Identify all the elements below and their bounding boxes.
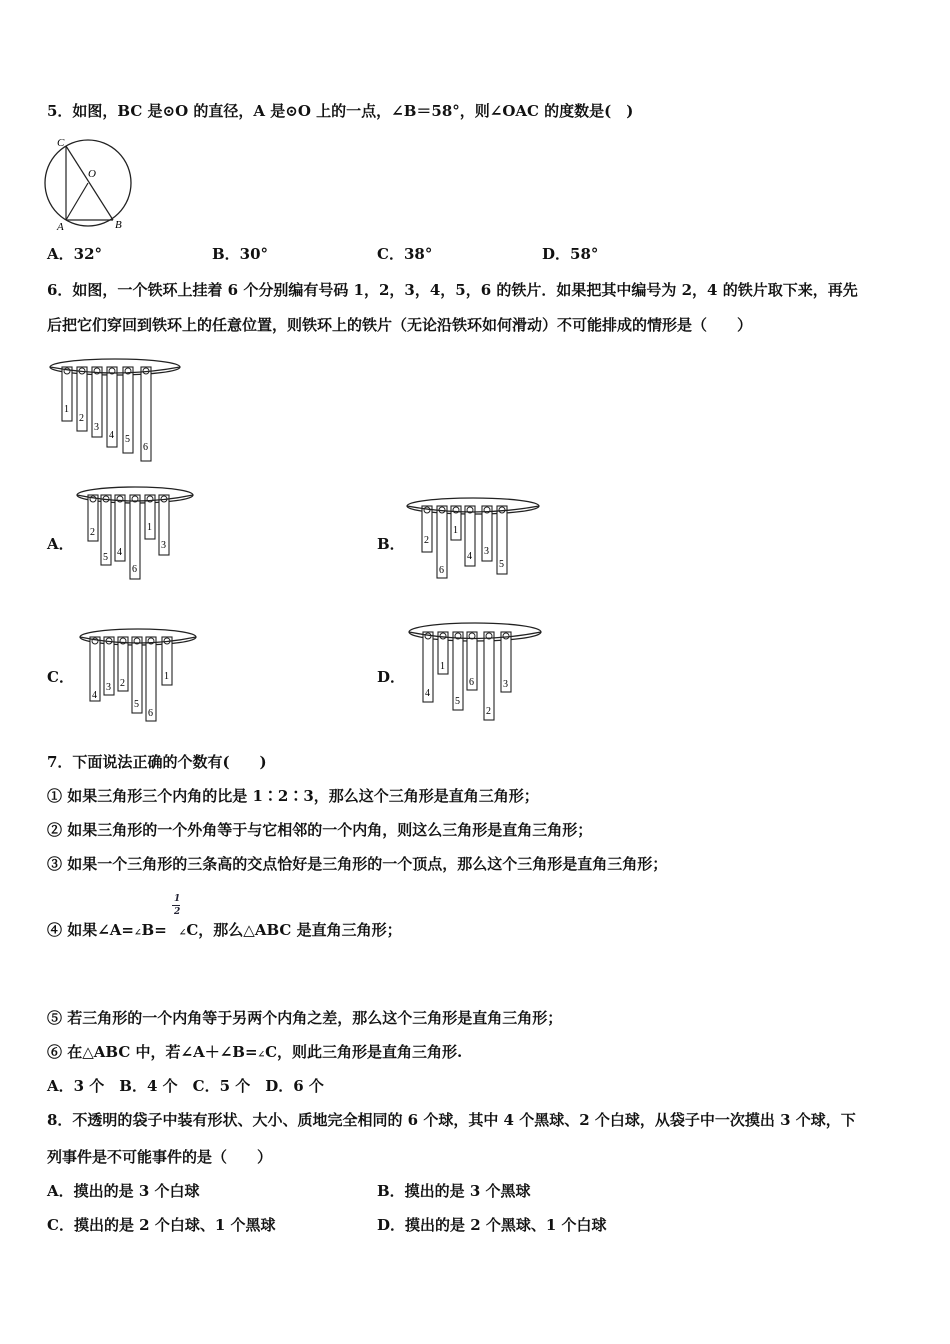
tag: 5 [499,559,504,570]
q7-options[interactable]: A．3 个 B．4 个 C．5 个 D．6 个 [47,1077,324,1095]
tag: 6 [148,708,153,719]
tag: 4 [92,690,97,701]
tag: 2 [90,527,95,538]
tag: 2 [79,413,84,424]
tag: 4 [109,430,114,441]
tag: 1 [147,522,152,533]
q6-option-a-figure[interactable] [75,480,200,580]
q6-stem-line2: 后把它们穿回到铁环上的任意位置，则铁环上的铁片（无论沿铁环如何滑动）不可能排成的情形是（ ） [47,316,753,334]
q7-statement-5: ⑤ 若三角形的一个内角等于另两个内角之差，那么这个三角形是直角三角形； [47,1009,563,1027]
tag: 3 [94,422,99,433]
tag: 3 [503,679,508,690]
tag: 3 [484,546,489,557]
q6-stem-line1: 6．如图，一个铁环上挂着 6 个分别编有号码 1，2，3，4，5，6 的铁片．如果把其中编号为 2，4 的铁片取下来，再先 [47,281,858,299]
s6-small-angle: ∠ [257,1050,266,1060]
q8-option-c[interactable]: C．摸出的是 2 个白球、1 个黑球 [47,1216,276,1234]
s6-part-a: ⑥ 在△ABC 中，若∠A＋∠B= [47,1043,258,1061]
q6-option-a-label[interactable]: A． [47,535,74,553]
q8-option-a[interactable]: A．摸出的是 3 个白球 [47,1182,200,1200]
q6-option-d-figure[interactable] [407,617,547,721]
q6-option-c-figure[interactable] [78,622,203,722]
q5-option-d[interactable]: D．58° [542,245,599,263]
tag: 5 [134,699,139,710]
tag: 1 [164,671,169,682]
tag: 6 [439,565,444,576]
tag: 4 [467,551,472,562]
q7-statement-6 [47,1042,462,1065]
s4-part-a: ④ 如果∠A= [47,921,134,939]
q7-stem: 7．下面说法正确的个数有( ) [47,753,267,771]
q5-option-c[interactable]: C．38° [377,245,433,263]
tag: 4 [117,547,122,558]
tag: 5 [455,696,460,707]
label-o: O [88,168,96,180]
tag: 1 [64,404,69,415]
tag: 1 [440,661,445,672]
tag: 6 [143,442,148,453]
q5-option-b[interactable]: B．30° [212,245,269,263]
tag: 1 [453,525,458,536]
q6-original-ring-figure [48,352,188,464]
s4-part-c: B= [141,921,167,939]
tag: 3 [106,682,111,693]
q8-stem-line2: 列事件是不可能事件的是（ ） [47,1148,273,1166]
q5-option-a[interactable]: A．32° [47,245,103,263]
q7-statement-3: ③ 如果一个三角形的三条高的交点恰好是三角形的一个顶点，那么这个三角形是直角三角形； [47,855,668,873]
label-b: B [115,219,122,231]
fraction-bar [172,905,180,906]
fraction-numerator: 1 [174,894,181,904]
tag: 5 [125,434,130,445]
s6-part-end: C，则此三角形是直角三角形. [265,1043,463,1061]
q8-option-b[interactable]: B．摸出的是 3 个黑球 [377,1182,531,1200]
q5-stem: 5．如图，BC 是⊙O 的直径，A 是⊙O 上的一点，∠B＝58°，则∠OAC 的度数是( ) [47,102,634,120]
tag: 4 [425,688,430,699]
s4-part-e: C，那么△ABC 是直角三角形； [186,921,402,939]
q5-circle-figure [40,132,140,232]
tag: 2 [486,706,491,717]
q8-option-d[interactable]: D．摸出的是 2 个黑球、1 个白球 [377,1216,607,1234]
q6-option-b-figure[interactable] [405,493,545,583]
q7-statement-2: ② 如果三角形的一个外角等于与它相邻的一个内角，则这么三角形是直角三角形； [47,821,593,839]
label-a: A [57,221,64,232]
tag: 3 [161,540,166,551]
tag: 6 [469,677,474,688]
label-c: C [57,137,65,149]
s4-small-angle-2: ∠ [178,928,187,938]
tag: 5 [103,552,108,563]
q6-option-c-label[interactable]: C． [47,668,74,686]
q7-statement-1: ① 如果三角形三个内角的比是 1∶2∶3，那么这个三角形是直角三角形； [47,787,539,805]
fraction-denominator: 2 [174,907,181,917]
tag: 2 [424,535,429,546]
q7-statement-4 [47,920,402,943]
tag: 6 [132,564,137,575]
q6-option-b-label[interactable]: B． [377,535,405,553]
tag: 2 [120,678,125,689]
q8-stem-line1: 8．不透明的袋子中装有形状、大小、质地完全相同的 6 个球，其中 4 个黑球、2 个白球，从袋子中一次摸出 3 个球，下 [47,1111,856,1129]
q6-option-d-label[interactable]: D． [377,668,406,686]
s4-small-angle: ∠ [134,928,142,938]
